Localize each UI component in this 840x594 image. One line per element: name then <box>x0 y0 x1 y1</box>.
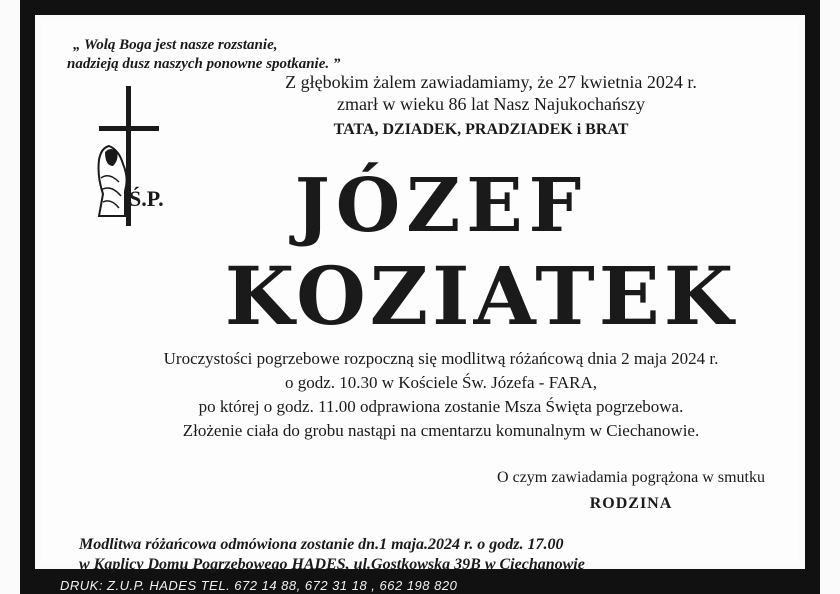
ceremony-line-4: Złożenie ciała do grobu nastąpi na cmentarzu komunalnym w Ciechanowie. <box>182 421 700 440</box>
deceased-first-name: JÓZEF <box>294 163 588 249</box>
deceased-surname: KOZIATEK <box>224 249 738 343</box>
obituary-paper <box>41 21 799 573</box>
rosary-note-line-1: Modlitwa różańcowa odmówiona zostanie dn.1 maja.2024 r. o godz. 17.00 <box>79 536 564 553</box>
ceremony-line-2: o godz. 10.30 w Kościele Św. Józefa - FARA, <box>284 373 598 392</box>
announcement <box>221 71 761 115</box>
ceremony-details <box>81 347 801 443</box>
ceremony-line-1: Uroczystości pogrzebowe rozpoczną się modlitwą różańcową dnia 2 maja 2024 r. <box>163 349 719 368</box>
ceremony-line-3: po której o godz. 11.00 odprawiona zostanie Msza Święta pogrzebowa. <box>198 397 684 416</box>
announcement-line-1: Z głębokim żalem zawiadamiamy, że 27 kwietnia 2024 r. <box>285 72 697 92</box>
relations: TATA, DZIADEK, PRADZIADEK i BRAT <box>333 121 629 138</box>
printer-info: DRUK: Z.U.P. HADES TEL. 672 14 88, 672 31 18 , 662 198 820 <box>60 578 458 593</box>
rosary-note-line-2: w Kaplicy Domu Pogrzebowego HADES, ul.Gostkowska 39B w Ciechanowie <box>79 556 585 573</box>
quote-line-2: nadzieją dusz naszych ponowne spotkanie. ” <box>67 56 341 72</box>
obituary-frame <box>20 0 820 594</box>
sp-prefix: Ś.P. <box>129 186 164 211</box>
closing-signature: RODZINA <box>589 495 673 512</box>
announcement-line-2: zmarł w wieku 86 lat Nasz Najukochańszy <box>337 94 645 114</box>
obituary-border <box>32 12 808 572</box>
closing-notice: O czym zawiadamia pogrążona w smutku <box>497 469 765 486</box>
rosary-note <box>79 535 585 575</box>
quote-line-1: „ Wolą Boga jest nasze rozstanie, <box>73 37 278 53</box>
quote <box>67 36 341 74</box>
